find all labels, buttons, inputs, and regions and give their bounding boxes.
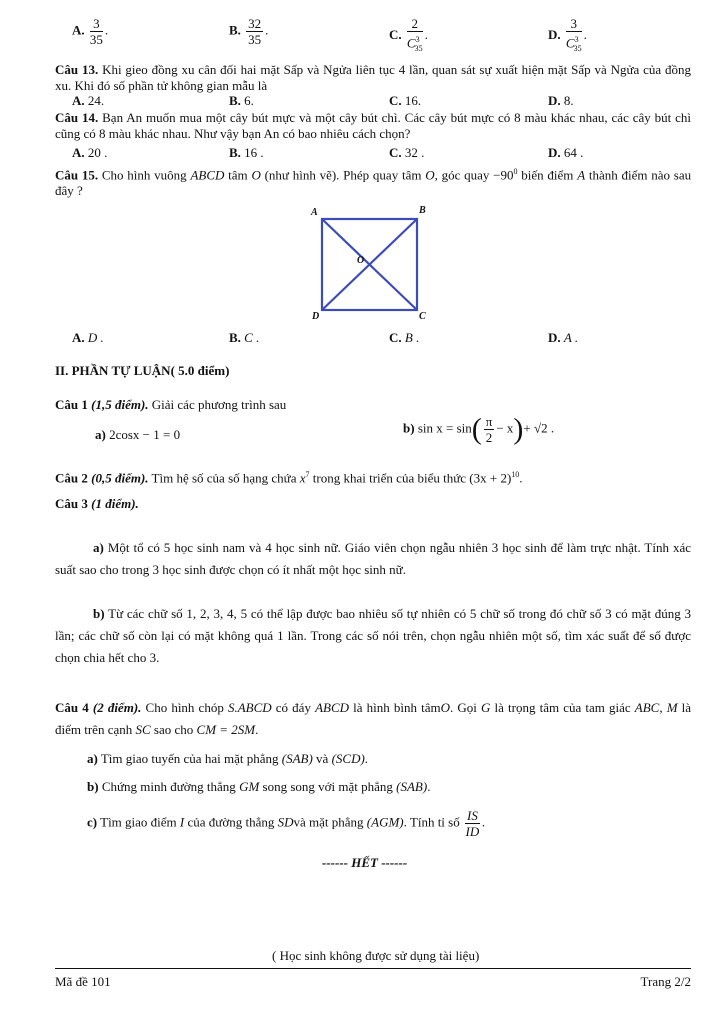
essay-q4: Câu 4 (2 điểm). Cho hình chóp S.ABCD có đáy ABCD là hình bình tâmO. Gọi G là trọng tâm của tam giác ABC, M là điểm trên cạnh SC sao cho CM = 2SM. xyxy=(55,700,692,737)
essay-q1-b: b) sin x = sin( $\frac{\pi}{2}$ − x)+ √2 . xyxy=(403,412,555,446)
label-d: D xyxy=(312,311,320,322)
prev-answer-a: A. $\frac{3}{35}$ . xyxy=(72,16,109,47)
prev-answer-b: B. $\frac{32}{35}$ . xyxy=(229,16,269,47)
q14-option-d: D. 64 . xyxy=(548,145,584,160)
fraction: $\frac{2}{C^3_{35}}$ xyxy=(406,16,423,53)
fraction: $\frac{32}{35}$ xyxy=(248,16,262,47)
label-o: O xyxy=(357,255,365,266)
q14-option-b: B. 16 . xyxy=(229,145,264,160)
part2-title: II. PHẦN TỰ LUẬN( 5.0 điểm) xyxy=(55,363,230,378)
essay-q3-b: b) Từ các chữ số 1, 2, 3, 4, 5 có thể lập được bao nhiêu số tự nhiên có 5 chữ số trong đó chữ số 3 có mặt đúng 3 lần; các chữ số còn lại có mặt không quá 1 lần. Trong các số nói trên, chọn ngẫu nhiên một số, tìm xác suất để số được chọn chia hết cho 3. xyxy=(55,606,692,665)
question-15: Câu 15. Cho hình vuông ABCD tâm O (như hình vẽ). Phép quay tâm O, góc quay $-90^0$ biến điểm A thành điểm nào sau đây ? xyxy=(55,167,692,199)
label-b: B xyxy=(419,205,426,216)
q15-option-c: C. B . xyxy=(389,330,420,345)
question-14: Câu 14. Bạn An muốn mua một cây bút mực và một cây bút chì. Các cây bút mực có 8 màu khác nhau, các cây bút chì cũng có 8 màu khác nhau. Như vậy bạn An có bao nhiêu cách chọn? xyxy=(55,110,691,141)
q13-option-d: D. 8. xyxy=(548,93,574,108)
diagonal-bd xyxy=(322,219,417,310)
essay-q1: Câu 1 (1,5 điểm). Giải các phương trình sau xyxy=(55,397,287,412)
q14-option-c: C. 32 . xyxy=(389,145,425,160)
essay-q4-b: b) Chứng minh đường thẳng GM song song với mặt phẳng (SAB). xyxy=(87,779,431,794)
question-13: Câu 13. Khi gieo đồng xu cân đối hai mặt Sấp và Ngửa liên tục 4 lần, quan sát sự xuất hiện mặt Sấp và Ngửa của đồng xu. Khi đó số phần tử không gian mẫu là xyxy=(55,62,692,93)
q13-option-b: B. 6. xyxy=(229,93,254,108)
essay-q2: Câu 2 (0,5 điểm). Tìm hệ số của số hạng chứa $x^7$ trong khai triển của biểu thức $(3x + 2)^{10}$. xyxy=(55,470,523,486)
prev-answer-d: D. $\frac{3}{C^3_{35}}$ . xyxy=(548,16,587,56)
fraction: $\frac{3}{C^3_{35}}$ xyxy=(565,16,582,53)
essay-q4-a: a) Tìm giao tuyến của hai mặt phẳng (SAB) và (SCD). xyxy=(87,751,369,766)
q13-option-c: C. 16. xyxy=(389,93,422,108)
page-number: Trang 2/2 xyxy=(640,974,691,989)
exam-code: Mã đề 101 xyxy=(55,974,111,989)
q15-option-a: A. D . xyxy=(72,330,104,345)
square-abcd xyxy=(322,219,417,310)
essay-q1-a: a) 2cosx − 1 = 0 xyxy=(95,427,181,442)
diagonal-ac xyxy=(322,219,417,310)
essay-q3-a: a) Một tổ có 5 học sinh nam và 4 học sinh nữ. Giáo viên chọn ngẫu nhiên 3 học sinh để làm trực nhật. Tính xác suất sao cho trong 3 học sinh được chọn có ít nhất một học sinh nữ. xyxy=(55,540,691,577)
prev-answer-c: C. $\frac{2}{C^3_{35}}$ . xyxy=(389,16,428,56)
fraction: $\frac{3}{35}$ xyxy=(89,16,103,47)
q13-option-a: A. 24. xyxy=(72,93,105,108)
label-c: C xyxy=(419,311,426,322)
footer-note: ( Học sinh không được sử dụng tài liệu) xyxy=(272,948,480,963)
essay-q4-c: c) Tìm giao điểm I của đường thẳng SDvà mặt phẳng (AGM). Tính tỉ số $\frac{IS}{ID}$ . xyxy=(87,808,486,839)
q15-option-b: B. C . xyxy=(229,330,260,345)
q15-option-d: D. A . xyxy=(548,330,579,345)
end-mark: ------ HẾT ------ xyxy=(322,855,408,870)
label-a: A xyxy=(311,207,318,218)
footer-divider xyxy=(55,968,691,969)
essay-q3: Câu 3 (1 điểm). xyxy=(55,496,139,511)
q14-option-a: A. 20 . xyxy=(72,145,108,160)
